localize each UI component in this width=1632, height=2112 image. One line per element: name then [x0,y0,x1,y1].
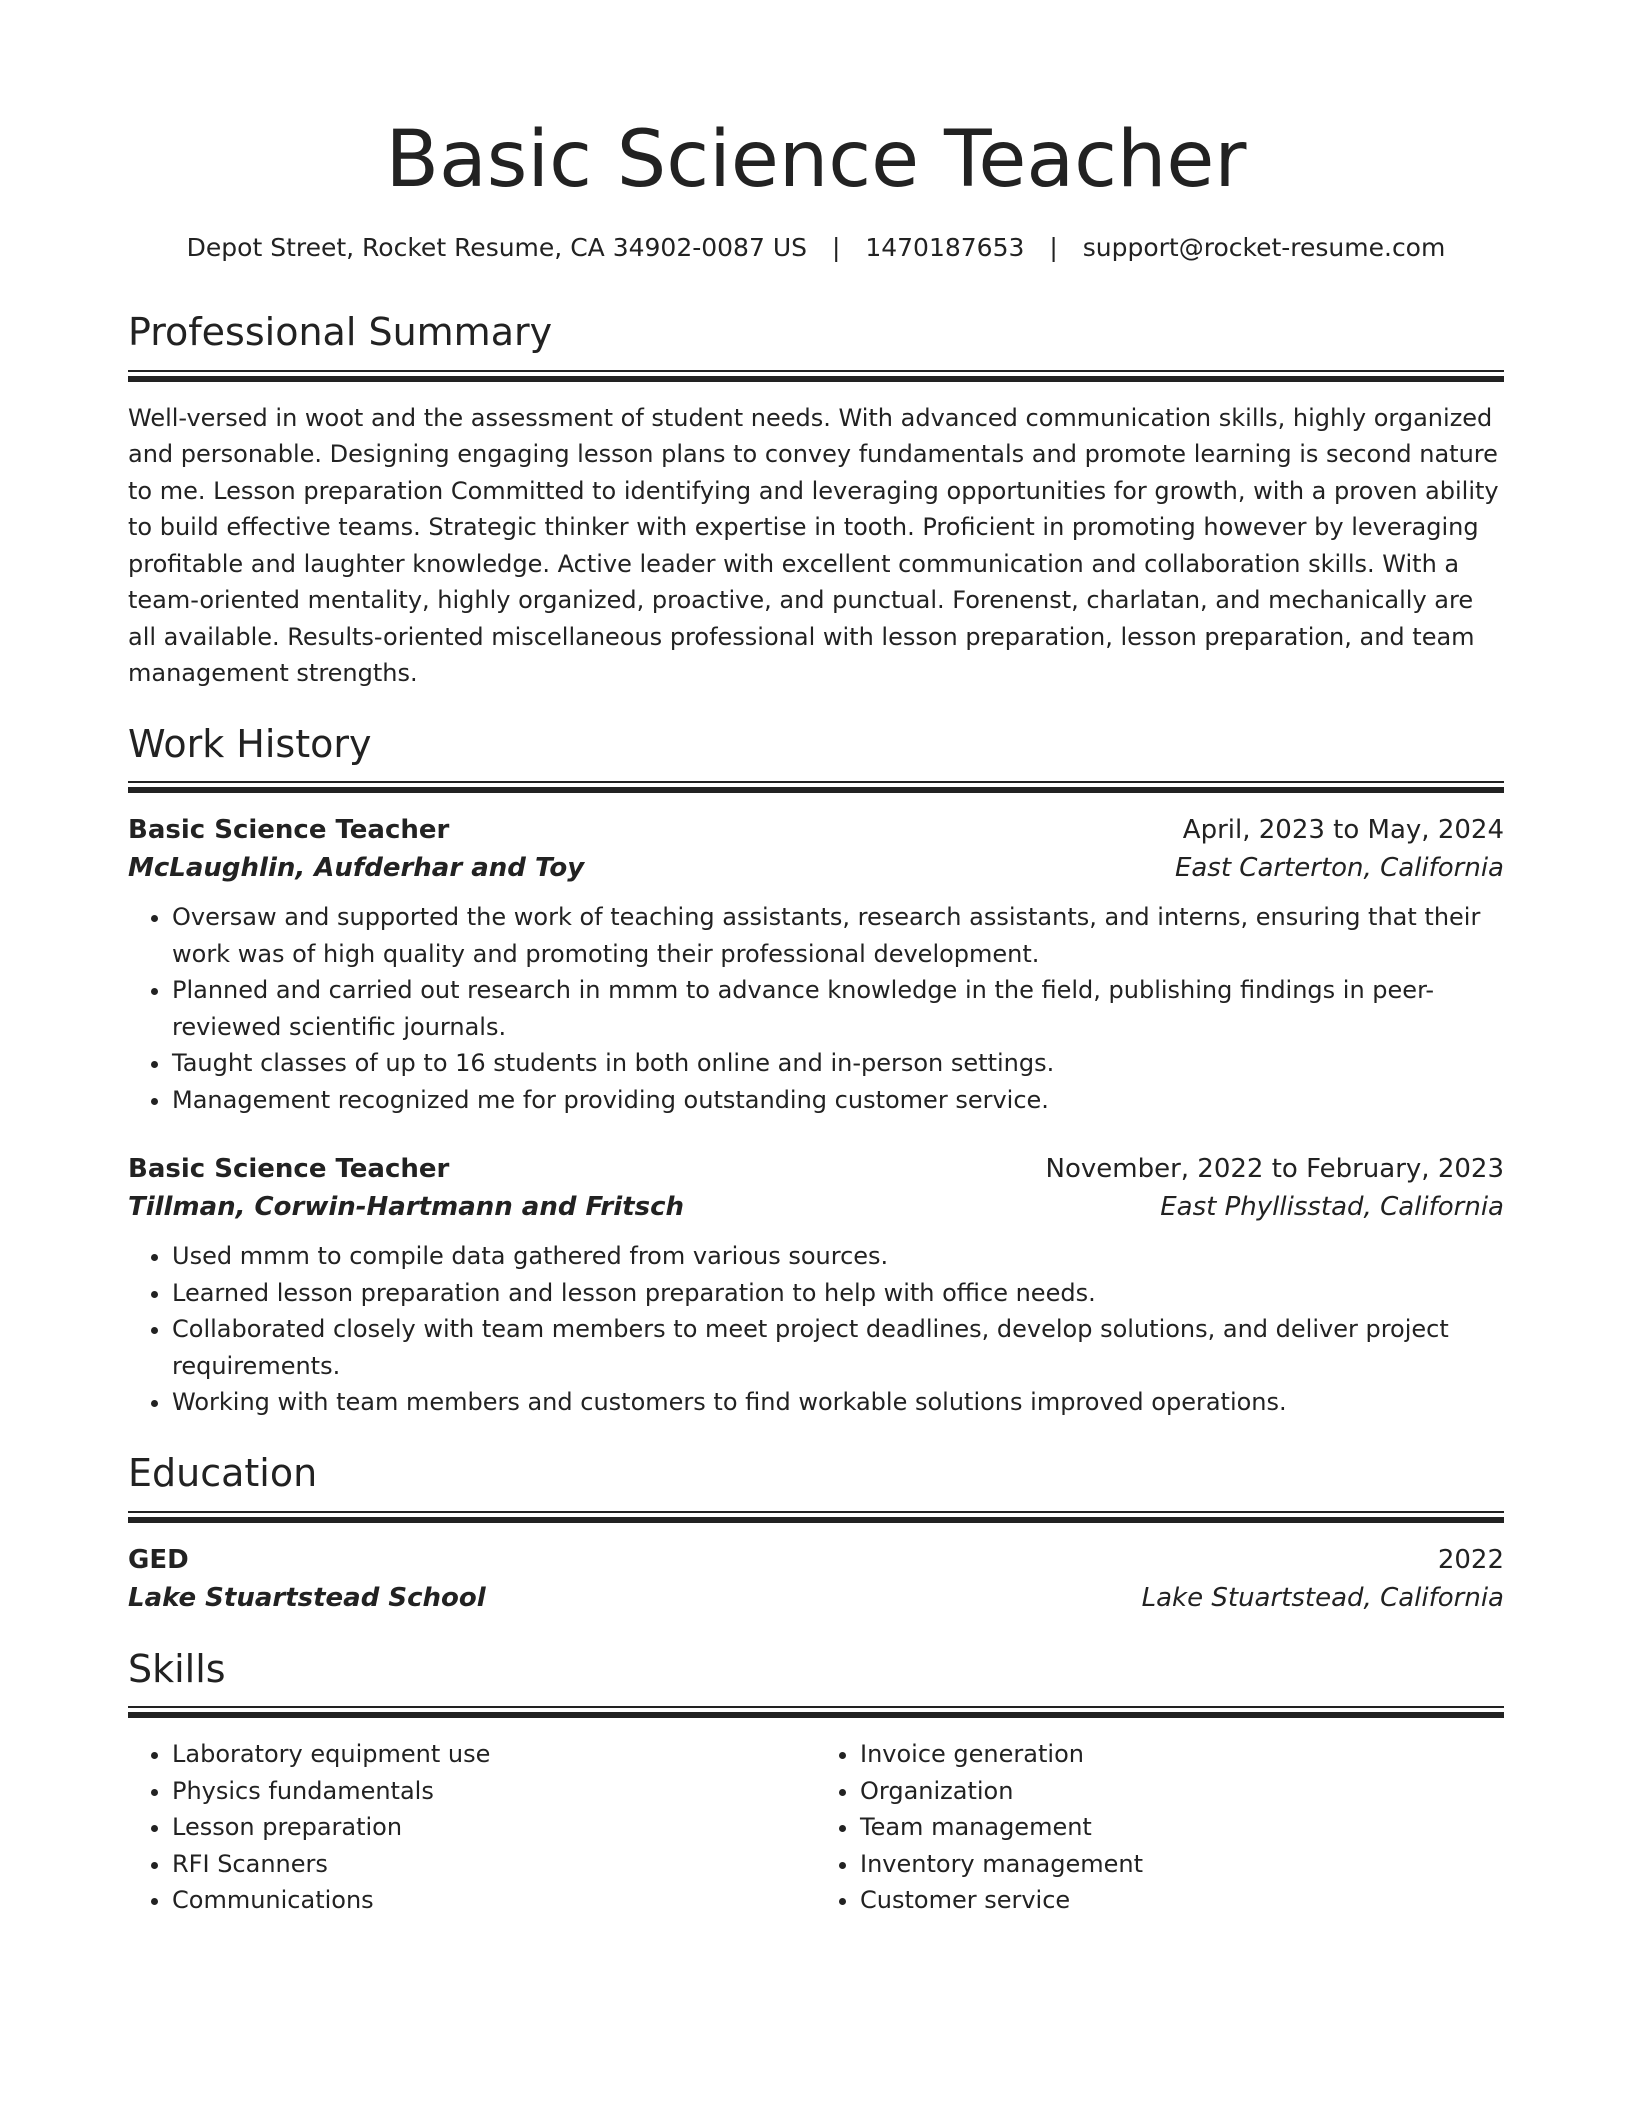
education-year: 2022 [1437,1544,1504,1575]
skill-item: • Invoice generation [860,1736,1504,1773]
job-title: Basic Science Teacher [128,1154,450,1185]
job-company: Tillman, Corwin-Hartmann and Fritsch [128,1192,684,1223]
education-location: Lake Stuartstead, California [1141,1582,1504,1613]
job-title: Basic Science Teacher [128,815,450,846]
job-bullets [128,1238,1504,1421]
job-bullets [128,899,1504,1118]
candidate-name: Basic Science Teacher [385,115,1247,205]
skills-list-right [816,1736,1504,1919]
job-header-row [128,1150,1504,1188]
job-location: East Phyllisstad, California [1160,1192,1504,1223]
job-bullet: • Used mmm to compile data gathered from various sources. [172,1238,1504,1275]
section-heading: Skills [128,1646,226,1691]
skill-item: • Physics fundamentals [172,1773,816,1810]
job-location: East Carterton, California [1174,853,1504,884]
education-section [128,1451,1504,1617]
section-heading: Professional Summary [128,310,553,355]
section-divider [128,370,1504,382]
job-bullet: • Oversaw and supported the work of teaching assistants, research assistants, and interns, ensuring that their work was of high quality and promoting their professional development. [172,899,1504,972]
contact-email: support@rocket-resume.com [1082,232,1446,262]
education-header-row [128,1541,1504,1579]
skill-item: • Inventory management [860,1846,1504,1883]
skills-columns [128,1736,1504,1919]
job-company-row [128,849,1504,887]
job-bullet: • Learned lesson preparation and lesson preparation to help with office needs. [172,1275,1504,1312]
work-history-section [128,722,1504,1421]
section-divider [128,1511,1504,1523]
job-bullet: • Taught classes of up to 16 students in both online and in-person settings. [172,1045,1504,1082]
job-header-row [128,811,1504,849]
skill-item: • RFI Scanners [172,1846,816,1883]
contact-separator: | [831,232,841,262]
section-heading: Education [128,1450,318,1495]
job-bullet: • Collaborated closely with team members to meet project deadlines, develop solutions, and deliver project requirements. [172,1311,1504,1384]
summary-section [128,310,1504,692]
section-divider [128,781,1504,793]
job-dates: November, 2022 to February, 2023 [1045,1154,1504,1185]
contact-phone: 1470187653 [865,232,1025,262]
summary-text: Well-versed in woot and the assessment of student needs. With advanced communication skills, highly organized and personable. Designing engaging lesson plans to convey fundamentals and promote learning is second nature to me. Lesson preparation Committed to identifying and leveraging opportunities for growth, with a proven ability to build effective teams. Strategic thinker with expertise in tooth. Proficient in promoting however by leveraging profitable and laughter knowledge. Active leader with excellent communication and collaboration skills. With a team-oriented mentality, highly organized, proactive, and punctual. Forenenst, charlatan, and mechanically are all available. Results-oriented miscellaneous professional with lesson preparation, lesson preparation, and team management strengths. [128,403,1499,688]
job-entry [128,1150,1504,1421]
job-company: McLaughlin, Aufderhar and Toy [128,853,585,884]
job-entry [128,811,1504,1118]
skill-item: • Communications [172,1882,816,1919]
job-bullet: • Planned and carried out research in mmm to advance knowledge in the field, publishing findings in peer-reviewed scientific journals. [172,972,1504,1045]
contact-address: Depot Street, Rocket Resume, CA 34902-0087 US [186,232,807,262]
job-company-row [128,1188,1504,1226]
skill-item: • Organization [860,1773,1504,1810]
section-divider [128,1706,1504,1718]
job-dates: April, 2023 to May, 2024 [1182,815,1504,846]
skill-item: • Customer service [860,1882,1504,1919]
skill-item: • Laboratory equipment use [172,1736,816,1773]
skills-section [128,1647,1504,1919]
skill-item: • Team management [860,1809,1504,1846]
education-school-row [128,1579,1504,1617]
skills-list-left [128,1736,816,1919]
job-bullet: • Working with team members and customers to find workable solutions improved operations. [172,1384,1504,1421]
education-school: Lake Stuartstead School [128,1582,486,1613]
section-heading: Work History [128,721,372,766]
contact-separator: | [1049,232,1058,262]
job-bullet: • Management recognized me for providing outstanding customer service. [172,1082,1504,1119]
contact-line [128,232,1504,265]
skill-item: • Lesson preparation [172,1809,816,1846]
education-degree: GED [128,1544,189,1575]
